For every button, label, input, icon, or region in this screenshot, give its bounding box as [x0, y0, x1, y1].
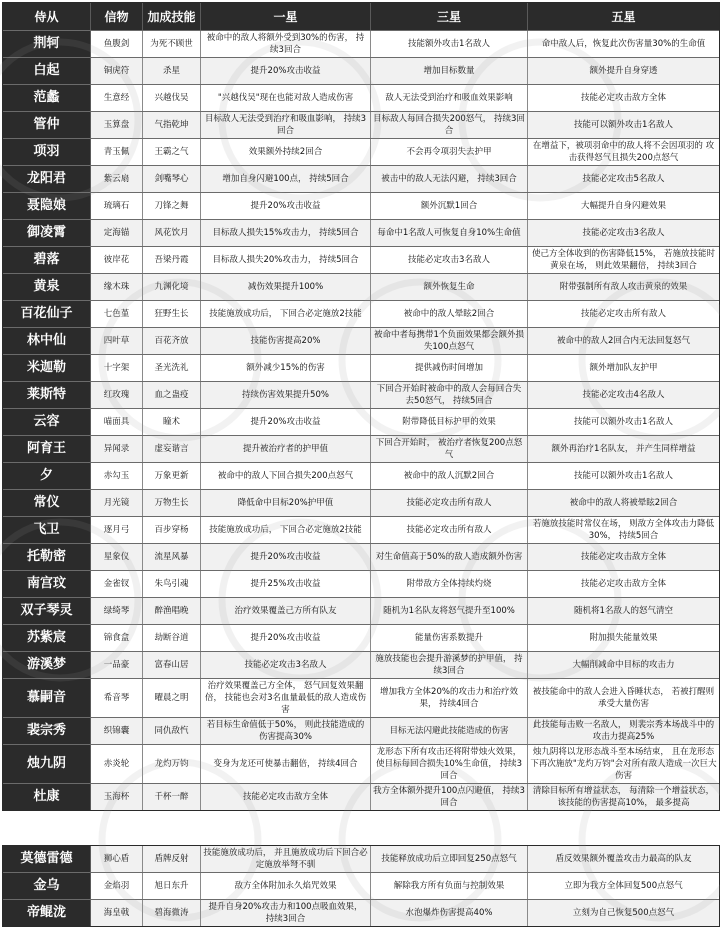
five-star-cell: 被命中的敌人将被晕眩2回合: [528, 490, 719, 516]
three-star-cell: 附带降低目标护甲的效果: [371, 409, 528, 435]
three-star-cell: 每命中1名敌人可恢复自身10%生命值: [371, 220, 528, 246]
skill-cell: 血之蛊疫: [143, 382, 201, 408]
one-star-cell: 减伤效果提升100%: [201, 274, 371, 300]
table-row: [3, 517, 719, 544]
three-star-cell: 被击中的敌人无法闪避， 持续3回合: [371, 166, 528, 192]
item-cell: 绿绮琴: [91, 598, 143, 624]
skill-cell: 百花齐放: [143, 328, 201, 354]
item-cell: 铜虎符: [91, 58, 143, 84]
table-row: [3, 220, 719, 247]
hero-name-cell: 烛九阴: [3, 745, 91, 783]
one-star-cell: 变身为龙还可使暴击翻倍， 持续4回合: [201, 745, 371, 783]
five-star-cell: 额外再治疗1名队友， 并产生同样增益: [528, 436, 719, 462]
header-one-star: 一星: [201, 3, 371, 30]
skill-cell: 刀锋之舞: [143, 193, 201, 219]
hero-name-cell: 管仲: [3, 112, 91, 138]
hero-name-cell: 慕嗣音: [3, 679, 91, 717]
one-star-cell: 提升25%攻击收益: [201, 571, 371, 597]
one-star-cell: 提升20%攻击收益: [201, 193, 371, 219]
item-cell: 生意经: [91, 85, 143, 111]
skill-cell: 旭日东升: [143, 873, 201, 899]
one-star-cell: 治疗效果覆盖己方所有队友: [201, 598, 371, 624]
five-star-cell: 此技能每击败一名敌人， 则裴宗秀本场战斗中的攻击力提高25%: [528, 718, 719, 744]
hero-name-cell: 游溪梦: [3, 652, 91, 678]
three-star-cell: 我方全体额外提升100点闪避值， 持续3回合: [371, 784, 528, 810]
five-star-cell: 技能可以额外攻击1名敌人: [574, 471, 673, 481]
three-star-cell: 技能额外攻击1名敌人: [371, 31, 528, 57]
item-cell: 异闻录: [91, 436, 143, 462]
header-three-star: 三星: [371, 3, 528, 30]
skill-cell: 龙灼万钧: [143, 745, 201, 783]
item-cell: 狮心盾: [91, 846, 143, 872]
skill-cell: 碧海微涛: [143, 900, 201, 926]
table-header: [3, 3, 719, 31]
five-star-cell: 在增益下，被项羽命中的敌人将不会因项羽的 攻击获得怒气且损失200点怒气: [532, 141, 715, 163]
table-row: [3, 679, 719, 718]
header-item: 信物: [91, 3, 143, 30]
header-five-star: 五星: [611, 9, 636, 24]
three-star-cell: 额外沉默1回合: [371, 193, 528, 219]
one-star-cell: 提升自身20%攻击力和100点吸血效果， 持续3回合: [201, 900, 371, 926]
skill-cell: 吾梁丹霞: [143, 247, 201, 273]
hero-name-cell: 阿育王: [3, 436, 91, 462]
table-row: [3, 490, 719, 517]
item-cell: 锦食盒: [91, 625, 143, 651]
five-star-cell: 命中敌人后，恢复此次伤害量30%的生命值: [541, 39, 706, 49]
five-star-cell: 清除目标所有增益状态， 每清除一个增益状态， 该技能的伤害提高10%， 最多提高: [528, 784, 719, 810]
table-row: [3, 544, 719, 571]
hero-name-cell: 米迦勒: [3, 355, 91, 381]
table-row: [3, 652, 719, 679]
item-cell: 喵面具: [91, 409, 143, 435]
table-row: [3, 571, 719, 598]
hero-name-cell: 聂隐娘: [3, 193, 91, 219]
one-star-cell: 目标敌人无法受到治疗和吸血影响， 持续3回合: [201, 112, 371, 138]
three-star-cell: 被命中的敌人沉默2回合: [371, 463, 528, 489]
one-star-cell: 若目标生命值低于50%， 则此技能造成的伤害提高30%: [201, 718, 371, 744]
skill-cell: 王霸之气: [143, 139, 201, 165]
three-star-cell: 附带敌方全体持续灼烧: [371, 571, 528, 597]
table-row: [3, 436, 719, 463]
hero-name-cell: 荆轲: [3, 31, 91, 57]
five-star-cell: 附加损失能量效果: [589, 633, 658, 643]
item-cell: 十字架: [91, 355, 143, 381]
hero-name-cell: 范蠡: [3, 85, 91, 111]
five-star-cell: 技能必定攻击4名敌人: [528, 382, 719, 408]
item-cell: 月光镜: [91, 490, 143, 516]
three-star-cell: 被命中者每携带1个负面效果都会额外损失100点怒气: [371, 328, 528, 354]
one-star-cell: 目标敌人损失15%攻击力， 持续5回合: [201, 220, 371, 246]
three-star-cell: 目标无法闪避此技能造成的伤害: [371, 718, 528, 744]
three-star-cell: 对生命值高于50%的敌人造成额外伤害: [371, 544, 528, 570]
three-star-cell: 随机为1名队友将怒气提升至100%: [371, 598, 528, 624]
item-cell: 红玫瑰: [91, 382, 143, 408]
skill-cell: 虚妄谐言: [143, 436, 201, 462]
hero-name-cell: 云容: [3, 409, 91, 435]
header-hero: 侍从: [3, 3, 91, 30]
five-star-cell: 额外提升自身穿透: [528, 58, 719, 84]
one-star-cell: 技能施放成功后， 下回合必定施放2技能: [201, 301, 371, 327]
five-star-cell: 盾反效果额外覆盖攻击力最高的队友: [528, 846, 719, 872]
item-cell: 青玉佩: [91, 139, 143, 165]
hero-name-cell: 裴宗秀: [3, 718, 91, 744]
five-star-cell: 立即为我方全体回复500点怒气: [564, 881, 683, 891]
item-cell: 鱼腹剑: [91, 31, 143, 57]
skill-cell: 狂野生长: [143, 301, 201, 327]
hero-name-cell: 碧落: [3, 247, 91, 273]
one-star-cell: 技能必定攻击3名敌人: [201, 652, 371, 678]
three-star-cell: 被命中的敌人晕眩2回合: [371, 301, 528, 327]
item-cell: 金雀钗: [91, 571, 143, 597]
companion-table: [2, 2, 720, 811]
three-star-cell: 技能必定攻击所有敌人: [371, 517, 528, 543]
one-star-cell: 效果额外持续2回合: [201, 139, 371, 165]
skill-cell: 万象更新: [143, 463, 201, 489]
skill-cell: 风花饮月: [143, 220, 201, 246]
one-star-cell: 提升20%攻击收益: [201, 409, 371, 435]
item-cell: 七色堇: [91, 301, 143, 327]
five-star-cell: 技能必定攻击敌方全体: [528, 544, 719, 570]
three-star-cell: 能量伤害系数提升: [371, 625, 528, 651]
skill-cell: 劫断谷道: [143, 625, 201, 651]
skill-cell: 为死不顾世: [143, 31, 201, 57]
table-row: [3, 745, 719, 784]
skill-cell: 万物生长: [143, 490, 201, 516]
table-row: [3, 409, 719, 436]
table-row: [3, 846, 719, 873]
skill-cell: 圣光洗礼: [143, 355, 201, 381]
skill-cell: 盾牌反射: [143, 846, 201, 872]
five-star-cell: 额外增加队友护甲: [589, 363, 658, 373]
five-star-cell: 随机将1名敌人的怒气清空: [528, 598, 719, 624]
table-row: [3, 112, 719, 139]
five-star-cell: 技能可以额外攻击1名敌人: [528, 112, 719, 138]
header-skill: 加成技能: [143, 3, 201, 30]
one-star-cell: 额外减少15%的伤害: [201, 355, 371, 381]
three-star-cell: 下回合开始时， 被治疗者恢复200点怒气: [371, 436, 528, 462]
one-star-cell: 降低命中目标20%护甲值: [201, 490, 371, 516]
five-star-cell: 技能必定攻击敌方全体: [580, 93, 666, 103]
item-cell: 赤炎轮: [91, 745, 143, 783]
item-cell: 四叶草: [91, 328, 143, 354]
item-cell: 赤勾玉: [91, 463, 143, 489]
table-row: [3, 85, 719, 112]
item-cell: 琉璃石: [91, 193, 143, 219]
item-cell: 缘木珠: [91, 274, 143, 300]
three-star-cell: 下回合开始时被命中的敌人会每回合失去50怒气， 持续5回合: [371, 382, 528, 408]
hero-name-cell: 莱斯特: [3, 382, 91, 408]
item-cell: 逐月弓: [91, 517, 143, 543]
hero-name-cell: 金乌: [3, 873, 91, 899]
three-star-cell: 水泡爆炸伤害提高40%: [371, 900, 528, 926]
three-star-cell: 敌人无法受到治疗和吸血效果影响: [371, 85, 528, 111]
one-star-cell: 提升20%攻击收益: [201, 625, 371, 651]
table-row: [3, 58, 719, 85]
table-row: [3, 139, 719, 166]
hero-name-cell: 托勒密: [3, 544, 91, 570]
three-star-cell: 增加目标数量: [371, 58, 528, 84]
hero-name-cell: 莫德雷德: [3, 846, 91, 872]
item-cell: 星象仪: [91, 544, 143, 570]
five-star-cell: 技能必定攻击5名敌人: [528, 166, 719, 192]
hero-name-cell: 杜康: [3, 784, 91, 810]
three-star-cell: 技能必定攻击3名敌人: [371, 247, 528, 273]
five-star-cell: 附带强制所有敌人攻击黄泉的效果: [528, 274, 719, 300]
table-row: [3, 463, 719, 490]
one-star-cell: "兴越伐吴"现在也能对敌人造成伤害: [201, 85, 371, 111]
skill-cell: 百步穿杨: [143, 517, 201, 543]
three-star-cell: 不会再令项羽失去护甲: [371, 139, 528, 165]
hero-name-cell: 夕: [3, 463, 91, 489]
hero-name-cell: 常仪: [3, 490, 91, 516]
item-cell: 紫云扇: [91, 166, 143, 192]
five-star-cell: 大幅提升自身闪避效果: [580, 201, 666, 211]
one-star-cell: 提升20%攻击收益: [201, 58, 371, 84]
three-star-cell: 解除我方所有负面与控制效果: [371, 873, 528, 899]
three-star-cell: 目标敌人每回合损失200怒气， 持续3回合: [371, 112, 528, 138]
one-star-cell: 技能伤害提高20%: [201, 328, 371, 354]
one-star-cell: 持续伤害效果提升50%: [201, 382, 371, 408]
table-row: [3, 784, 719, 810]
three-star-cell: 提供减伤时间增加: [371, 355, 528, 381]
three-star-cell: 技能释放成功后立即回复250点怒气: [371, 846, 528, 872]
skill-cell: 富春山居: [143, 652, 201, 678]
one-star-cell: 技能必定攻击敌方全体: [201, 784, 371, 810]
hero-name-cell: 御凌霄: [3, 220, 91, 246]
three-star-cell: 额外恢复生命: [371, 274, 528, 300]
item-cell: 一品豪: [91, 652, 143, 678]
five-star-cell: 技能必定攻击3名敌人: [528, 220, 719, 246]
three-star-cell: 增加我方全体20%的攻击力和治疗效果， 持续4回合: [371, 679, 528, 717]
hero-name-cell: 百花仙子: [3, 301, 91, 327]
hero-name-cell: 飞卫: [3, 517, 91, 543]
one-star-cell: 增加自身闪避100点， 持续5回合: [201, 166, 371, 192]
table-row: [3, 355, 719, 382]
hero-name-cell: 龙阳君: [3, 166, 91, 192]
five-star-cell: 被命中的敌人2回合内无法回复怒气: [528, 328, 719, 354]
five-star-cell: 技能必定攻击所有敌人: [580, 309, 666, 319]
item-cell: 希音琴: [91, 679, 143, 717]
table-row: [3, 193, 719, 220]
five-star-cell: 使己方全体收到的伤害降低15%， 若施放技能时黄泉在场， 则此效果翻倍， 持续3回合: [531, 249, 716, 271]
hero-name-cell: 帝鲲泷: [3, 900, 91, 926]
item-cell: 彼岸花: [91, 247, 143, 273]
table-row: [3, 247, 719, 274]
hero-name-cell: 苏紫宸: [3, 625, 91, 651]
table-row: [3, 301, 719, 328]
skill-cell: 曜晨之明: [143, 679, 201, 717]
skill-cell: 同仇敌忾: [143, 718, 201, 744]
item-cell: 海皇戟: [91, 900, 143, 926]
one-star-cell: 被命中的敌人下回合损失200点怒气: [201, 463, 371, 489]
hero-name-cell: 双子琴灵: [3, 598, 91, 624]
hero-name-cell: 林中仙: [3, 328, 91, 354]
table-row: [3, 274, 719, 301]
item-cell: 玉海杯: [91, 784, 143, 810]
table-row: [3, 382, 719, 409]
table-row: [3, 328, 719, 355]
five-star-cell: 若施放技能时常仪在场， 则敌方全体攻击力降低30%， 持续5回合: [532, 519, 715, 541]
item-cell: 定海锚: [91, 220, 143, 246]
five-star-cell: 被技能命中的敌人会进入昏睡状态， 若被打醒则承受大量伤害: [532, 687, 715, 709]
three-star-cell: 龙形态下所有攻击还将附带烛火效果， 使目标每回合损失10%生命值， 持续3回合: [371, 745, 528, 783]
table-row: [3, 900, 719, 926]
one-star-cell: 技能施放成功后， 下回合必定施放2技能: [201, 517, 371, 543]
companion-table-extra: [2, 845, 720, 927]
table-row: [3, 718, 719, 745]
five-star-cell: 立刻为自己恢复500点怒气: [528, 900, 719, 926]
three-star-cell: 技能必定攻击所有敌人: [371, 490, 528, 516]
skill-cell: 气指乾坤: [143, 112, 201, 138]
hero-name-cell: 白起: [3, 58, 91, 84]
item-cell: 玉算盘: [91, 112, 143, 138]
item-cell: 织锦囊: [91, 718, 143, 744]
skill-cell: 流星风暴: [143, 544, 201, 570]
one-star-cell: 敌方全体附加永久焰咒效果: [201, 873, 371, 899]
skill-cell: 兴越伐吴: [143, 85, 201, 111]
hero-name-cell: 南宫玟: [3, 571, 91, 597]
table-row: [3, 166, 719, 193]
skill-cell: 朱鸟引魂: [143, 571, 201, 597]
five-star-cell: 烛九阴将以龙形态战斗至本场结束， 且在龙形态下再次施放"龙灼万钧"会对所有敌人造成一次巨大伤害: [530, 747, 717, 781]
skill-cell: 瞳术: [143, 409, 201, 435]
skill-cell: 九渊化境: [143, 274, 201, 300]
skill-cell: 杀星: [143, 58, 201, 84]
five-star-cell: 技能可以额外攻击1名敌人: [574, 417, 673, 427]
one-star-cell: 目标敌人损失20%攻击力， 持续5回合: [201, 247, 371, 273]
hero-name-cell: 项羽: [3, 139, 91, 165]
one-star-cell: 提升20%攻击收益: [201, 544, 371, 570]
three-star-cell: 施放技能也会提升游溪梦的护甲值， 持续3回合: [371, 652, 528, 678]
one-star-cell: 技能施放成功后， 并且施放成功后下回合必定施放举弩不驯: [201, 846, 371, 872]
one-star-cell: 被命中的敌人将额外受到30%的伤害， 持续3回合: [201, 31, 371, 57]
hero-name-cell: 黄泉: [3, 274, 91, 300]
five-star-cell: 大幅削减命中目标的攻击力: [528, 652, 719, 678]
table-row: [3, 873, 719, 900]
table-row: [3, 598, 719, 625]
skill-cell: 千杯一醉: [143, 784, 201, 810]
one-star-cell: 治疗效果覆盖己方全体， 怒气回复效果翻倍， 技能也会对3名血量最低的敌人造成伤害: [201, 679, 371, 717]
table-row: [3, 625, 719, 652]
five-star-cell: 技能必定攻击敌方全体: [580, 579, 666, 589]
item-cell: 金焰羽: [91, 873, 143, 899]
table-row: [3, 31, 719, 58]
one-star-cell: 提升被治疗者的护甲值: [201, 436, 371, 462]
skill-cell: 醉渔唱晚: [143, 598, 201, 624]
skill-cell: 剑嘴琴心: [143, 166, 201, 192]
